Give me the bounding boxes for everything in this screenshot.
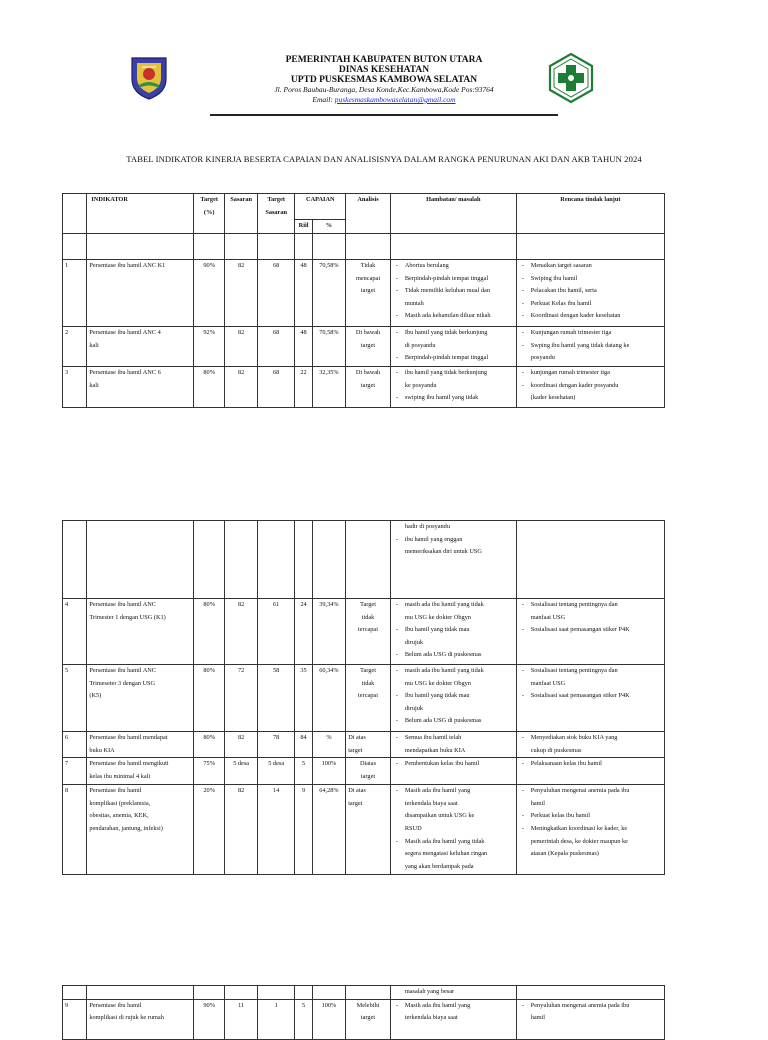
row-number: 7 [63,758,87,785]
rencana-text: - kunjungan rumah trimester tiga [530,369,610,376]
hambatan-item [393,715,514,728]
rencana-text: - Perkuat Kelas ibu hamil [530,299,592,307]
rencana-item [519,599,662,624]
hambatan-list [393,260,514,323]
rencana-item [519,732,662,757]
hambatan-text: di posyandu [404,341,436,349]
analisis-cell [346,732,391,758]
document-title: TABEL INDIKATOR KINERJA BESERTA CAPAIAN DAN ANALISISNYA DALAM RANGKA PENURUNAN AKI DAN AKB TAHUN 2024 [126,154,642,164]
rencana-cell [516,758,664,785]
indicator-line: Persentase ibu hamil mendapat [89,734,168,741]
rencana-list [519,758,662,771]
rencana-text: - Penyuluhan mengenai anemia pada ibu [530,787,630,795]
continuation-list [393,534,514,559]
riil-cell: 5 [295,999,312,1039]
hambatan-text: mendapatkan buku KIA [404,746,466,754]
hambatan-text: - Abortus berulang [404,262,449,269]
row-number: 6 [63,732,87,758]
indicator-line: Trimester 1 dengan USG (K1) [89,613,166,621]
percent-cell: 100% [312,758,346,785]
target-sasaran-cell: 61 [257,599,295,665]
rencana-text: posyandu [530,354,555,362]
row-number: 9 [63,999,87,1039]
rencana-text: - Menyediakan stok buku KIA yang [530,734,618,741]
row-number: 1 [63,260,87,327]
analisis-line: tercapai [358,626,378,634]
hambatan-text: - Tidak memiliki keluhan mual dan [404,287,490,295]
hambatan-text: mu USG ke dokter Obgyn [404,679,471,687]
riil-cell: 48 [295,260,312,327]
sasaran-cell: 82 [225,327,257,367]
header-indikator: INDIKATOR [87,194,194,234]
target-sasaran-cell: 68 [257,327,295,367]
analisis-line: target [360,772,376,780]
percent-cell: % [312,732,346,758]
hambatan-list [393,758,514,771]
indicator-cell [87,665,194,732]
rencana-cell [516,327,664,367]
rencana-item [519,340,662,365]
analisis-cell [346,758,391,785]
indicator-cell [87,999,194,1039]
analisis-line: Di atas [348,734,366,741]
indicator-line: kali [89,381,99,389]
hambatan-item [393,310,514,323]
continuation-item [393,534,514,559]
percent-cell: 32,35% [312,367,346,408]
hambatan-list [393,1000,514,1025]
table-row [63,785,665,875]
analisis-line: mencapai [355,274,381,282]
hambatan-cell [390,599,516,665]
hambatan-text: - Berpindah-pindah tempat tinggal [404,354,489,362]
rencana-text: - Swiping ibu hamil [530,274,578,282]
rencana-list [519,260,662,323]
indicator-line: komplikasi di rujuk ke rumah [89,1014,164,1022]
rencana-text: - Sosialisasi tentang pentingnya dan [530,601,618,608]
continuation-text-2: masalah yang besar [404,988,455,995]
header-target-l1: Target [200,196,218,203]
row-number: 2 [63,327,87,367]
indicator-line: Persentase ibu hamil ANC [89,667,156,674]
hambatan-text: - Masih ada ibu hamil yang [404,787,471,795]
email-link[interactable]: puskesmaskambowaselatan@gmail.com [334,95,456,104]
rencana-list [519,599,662,637]
rencana-cell [516,367,664,408]
header-hambatan: Hambatan/ masalah [390,194,516,234]
indicator-line: Persentase ibu hamil ANC [89,601,156,608]
indicator-line: pendarahan, jantung, infeksi) [89,824,163,832]
hambatan-text: segera mengatasi keluhan ringan [404,850,488,858]
letterhead [190,55,578,105]
sasaran-cell: 82 [225,367,257,408]
rencana-text: hamil [530,799,546,807]
rencana-text: manfaat USG [530,613,566,621]
hambatan-text: RSUD [404,824,422,832]
rencana-text: - koordinasi dengan kader posyandu [530,381,619,389]
target-cell: 75% [193,758,224,785]
indicator-cell [87,599,194,665]
row-number: 4 [63,599,87,665]
rencana-item [519,273,662,286]
riil-cell: 35 [295,665,312,732]
rencana-item [519,785,662,810]
rencana-item [519,367,662,380]
hambatan-list [393,785,514,873]
rencana-item [519,260,662,273]
hambatan-item [393,273,514,286]
indicator-line: buku KIA [89,746,115,754]
target-sasaran-cell: 1 [257,999,295,1039]
rencana-text: - Sosialisasi tentang pentingnya dan [530,667,618,674]
riil-cell: 22 [295,367,312,408]
hambatan-item [393,836,514,874]
target-sasaran-cell: 78 [257,732,295,758]
header-email-line [190,95,578,105]
rencana-item [519,624,662,637]
analisis-line: tidak [361,613,375,621]
continuation-hambatan [390,521,516,599]
sasaran-cell: 72 [225,665,257,732]
table-row [63,367,665,408]
hambatan-text: dirujuk [404,638,424,646]
rencana-text: (kader kesehatan) [530,394,576,402]
rencana-text: atasan (Kepala puskesmas) [530,850,599,858]
indicator-cell [87,327,194,367]
indicator-cell [87,758,194,785]
hambatan-text: ke posyandu [404,381,437,389]
rencana-cell [516,665,664,732]
hambatan-item [393,1000,514,1025]
hambatan-item [393,649,514,662]
indicator-line: obesitas, anemia, KEK, [89,812,149,820]
table-row [63,260,665,327]
analisis-cell [346,327,391,367]
analisis-line: target [360,287,376,295]
hambatan-text: - Belum ada USG di puskesmas [404,717,482,725]
hambatan-item [393,758,514,771]
table-row [63,732,665,758]
rencana-item [519,310,662,323]
riil-cell: 24 [295,599,312,665]
indicator-line: komplikasi (preklamsia, [89,799,151,807]
hambatan-item [393,732,514,757]
row-number: 5 [63,665,87,732]
analisis-line: target [360,381,376,389]
table-row [63,999,665,1039]
hambatan-text: disampaikan untuk USG ke [404,812,475,820]
rencana-item [519,298,662,311]
hambatan-item [393,367,514,392]
analisis-line: Di bawah [355,329,381,336]
percent-cell: 70,58% [312,260,346,327]
hambatan-item [393,690,514,715]
continuation-text: - ibu hamil yang enggan [404,535,463,543]
percent-cell: 39,34% [312,599,346,665]
hambatan-text: - Masih ada ibu hamil yang [404,1001,471,1009]
target-cell: 90% [193,260,224,327]
percent-cell: 64,28% [312,785,346,875]
hambatan-cell [390,260,516,327]
rencana-text: - Meningkatkan koordinasi ke kader, ke [530,824,628,832]
hambatan-item [393,392,514,405]
sasaran-cell: 82 [225,732,257,758]
analisis-line: Melebihi [356,1001,380,1009]
rencana-text: - Koordinasi dengan kader kesehatan [530,312,621,320]
rencana-cell [516,732,664,758]
hambatan-text: terkendala biaya saat [404,799,458,807]
sasaran-cell: 82 [225,260,257,327]
target-cell: 80% [193,732,224,758]
indicator-table-part-3 [62,985,665,1040]
target-sasaran-cell: 68 [257,260,295,327]
header-address: Jl. Poros Baubau-Buranga, Desa Konde,Kec.Kambowa,Kode Pos:93764 [274,85,494,94]
indicator-table-part-1 [62,193,665,408]
sasaran-cell: 82 [225,599,257,665]
indicator-table-part-2 [62,520,665,875]
rencana-text: - Swping ibu hamil yang tidak datang ke [530,341,630,349]
hambatan-text: - masih ada ibu hamil yang tidak [404,601,484,608]
hambatan-item [393,352,514,365]
hambatan-list [393,665,514,728]
continuation-row [63,521,665,599]
indicator-cell [87,785,194,875]
rencana-list [519,665,662,703]
hambatan-item [393,624,514,649]
continuation-row-2 [63,986,665,1000]
rencana-list [519,1000,662,1025]
hambatan-text: - swiping ibu hamil yang tidak [404,394,479,402]
hambatan-text: - Berpindah-pindah tempat tinggal [404,274,489,282]
rencana-cell [516,599,664,665]
rencana-text: - Pelaksanaan kelas ibu hamil [530,760,602,768]
email-label: Email: [312,95,335,104]
rencana-text: hamil [530,1014,546,1022]
analisis-cell [346,999,391,1039]
rencana-list [519,732,662,757]
rencana-cell [516,260,664,327]
rencana-text: - Sosialisasi saat pemasangan stiker P4K [530,626,630,634]
table-row [63,758,665,785]
sasaran-cell: 11 [225,999,257,1039]
header-riil: Riil [295,220,312,234]
header-line-2: DINAS KESEHATAN [338,65,430,75]
percent-cell: 100% [312,999,346,1039]
target-cell: 80% [193,599,224,665]
rencana-list [519,327,662,365]
indicator-line: Persentase ibu hamil mengikuti [89,760,169,768]
target-sasaran-cell: 5 desa [257,758,295,785]
target-cell: 80% [193,367,224,408]
analisis-line: target [348,746,363,754]
hambatan-item [393,260,514,273]
riil-cell: 5 [295,758,312,785]
indicator-line: Persentase ibu hamil [89,787,142,795]
hambatan-text: - Ibu hamil yang tidak mau [404,626,470,634]
analisis-line: target [348,799,363,807]
continuation-text: memeriksakan diri untuk USG [404,548,482,556]
riil-cell: 9 [295,785,312,875]
hambatan-cell [390,758,516,785]
hambatan-cell [390,785,516,875]
rencana-item [519,1000,662,1025]
percent-cell: 60,34% [312,665,346,732]
row-number: 3 [63,367,87,408]
sasaran-cell: 82 [225,785,257,875]
analisis-cell [346,260,391,327]
hambatan-list [393,327,514,365]
hambatan-item [393,785,514,835]
continuation-hambatan-2 [390,986,516,1000]
row-number: 8 [63,785,87,875]
header-ts-l2: Sasaran [265,208,288,216]
hambatan-item [393,285,514,310]
target-sasaran-cell: 68 [257,367,295,408]
rencana-item [519,690,662,703]
regency-logo [128,55,170,101]
rencana-text: - Menaikan target sasaran [530,262,592,269]
header-target [193,194,224,234]
hambatan-item [393,665,514,690]
rencana-item [519,823,662,861]
analisis-cell [346,599,391,665]
hambatan-item [393,599,514,624]
hambatan-list [393,599,514,662]
indicator-line: Persentase ibu hamil ANC 6 [89,369,161,376]
rencana-item [519,380,662,405]
rencana-list [519,785,662,861]
table-row [63,599,665,665]
target-sasaran-cell: 58 [257,665,295,732]
indicator-cell [87,732,194,758]
analisis-line: Di bawah [355,369,381,376]
hambatan-text: yang akan berdampak pada [404,862,474,870]
analisis-cell [346,665,391,732]
hambatan-item [393,327,514,352]
indicator-line: kali [89,341,99,349]
sasaran-cell: 5 desa [225,758,257,785]
rencana-text: manfaat USG [530,679,566,687]
indicator-cell [87,367,194,408]
indicator-line: Persentase ibu hamil ANC K1 [89,262,166,269]
continuation-text: hadir di posyandu [404,523,450,530]
hambatan-text: - Belum ada USG di puskesmas [404,651,482,659]
rencana-item [519,665,662,690]
hambatan-list [393,367,514,405]
rencana-text: - Kunjungan rumah trimester tiga [530,329,612,336]
rencana-list [519,367,662,405]
rencana-item [519,285,662,298]
hambatan-list [393,732,514,757]
hambatan-text: dirujuk [404,704,424,712]
analisis-cell [346,785,391,875]
letterhead-rule [210,114,558,116]
rencana-text: - Pelacakan ibu hamil, serta [530,287,597,295]
indicator-line: Persentase ibu hamil [89,1001,142,1009]
header-line-3: UPTD PUSKESMAS KAMBOWA SELATAN [290,75,478,85]
analisis-cell [346,367,391,408]
indicator-line: kelas ibu minimal 4 kali [89,772,151,780]
hambatan-text: - Ibu hamil yang tidak berkunjung [404,329,488,336]
target-cell: 90% [193,999,224,1039]
analisis-line: Target [360,601,376,608]
table-row [63,327,665,367]
rencana-item [519,758,662,771]
hambatan-cell [390,327,516,367]
hambatan-text: - Pembentukan kelas ibu hamil [404,760,480,768]
analisis-line: Diatas [359,760,377,768]
header-ts-l1: Target [267,196,285,203]
rencana-text: - Sosialisasi saat pemasangan stiker P4K [530,692,630,700]
hambatan-text: mu USG ke dokter Obgyn [404,613,471,621]
header-sasaran: Sasaran [225,194,257,234]
header-target-sasaran [257,194,295,234]
indicator-line: (K5) [89,692,102,700]
target-cell: 80% [193,665,224,732]
riil-cell: 84 [295,732,312,758]
rencana-text: pemerintah desa, ke dokter maupun ke [530,837,628,845]
rencana-item [519,327,662,340]
analisis-line: target [360,1014,376,1022]
hambatan-cell [390,367,516,408]
table-row [63,665,665,732]
hambatan-text: - Masih ada ibu hamil yang tidak [404,837,485,845]
header-capaian: CAPAIAN [295,194,346,220]
hambatan-text: - ibu hamil yang tidak berkunjung [404,369,488,376]
hambatan-cell [390,999,516,1039]
header-no [63,194,87,234]
rencana-cell [516,785,664,875]
riil-cell: 48 [295,327,312,367]
analisis-line: tidak [361,679,375,687]
analisis-line: Target [360,667,376,674]
analisis-line: Di atas [348,787,366,795]
analisis-line: target [360,341,376,349]
rencana-cell [516,999,664,1039]
rencana-text: - Perkuat kelas ibu hamil [530,812,591,820]
table-header-row [63,194,665,220]
target-sasaran-cell: 14 [257,785,295,875]
header-analisis: Analisis [346,194,391,234]
indicator-line: Persentase ibu hamil ANC 4 [89,329,161,336]
hambatan-text: - Masih ada kehamilan diluar nikah [404,312,491,320]
header-rencana: Rencana tindak lanjut [516,194,664,234]
rencana-item [519,810,662,823]
analisis-line: tercapai [358,692,378,700]
blank-row [63,234,665,260]
target-cell: 20% [193,785,224,875]
hambatan-cell [390,665,516,732]
hambatan-text: muntah [404,299,424,307]
hambatan-text: - masih ada ibu hamil yang tidak [404,667,484,674]
analisis-line: Tidak [360,262,376,269]
rencana-text: cukup di puskesmas [530,746,582,754]
hambatan-text: terkendala biaya saat [404,1014,458,1022]
hambatan-text: - Semua ibu hamil telah [404,734,462,741]
rencana-text: - Penyuluhan mengenai anemia pada ibu [530,1001,630,1009]
target-cell: 92% [193,327,224,367]
header-target-l2: (%) [203,208,215,216]
indicator-line: Trimeseter 3 dengan USG [89,679,156,687]
indicator-cell [87,260,194,327]
header-persen: % [312,220,346,234]
hambatan-text: - Ibu hamil yang tidak mau [404,692,470,700]
percent-cell: 70,58% [312,327,346,367]
header-line-1: PEMERINTAH KABUPATEN BUTON UTARA [285,55,483,65]
hambatan-cell [390,732,516,758]
